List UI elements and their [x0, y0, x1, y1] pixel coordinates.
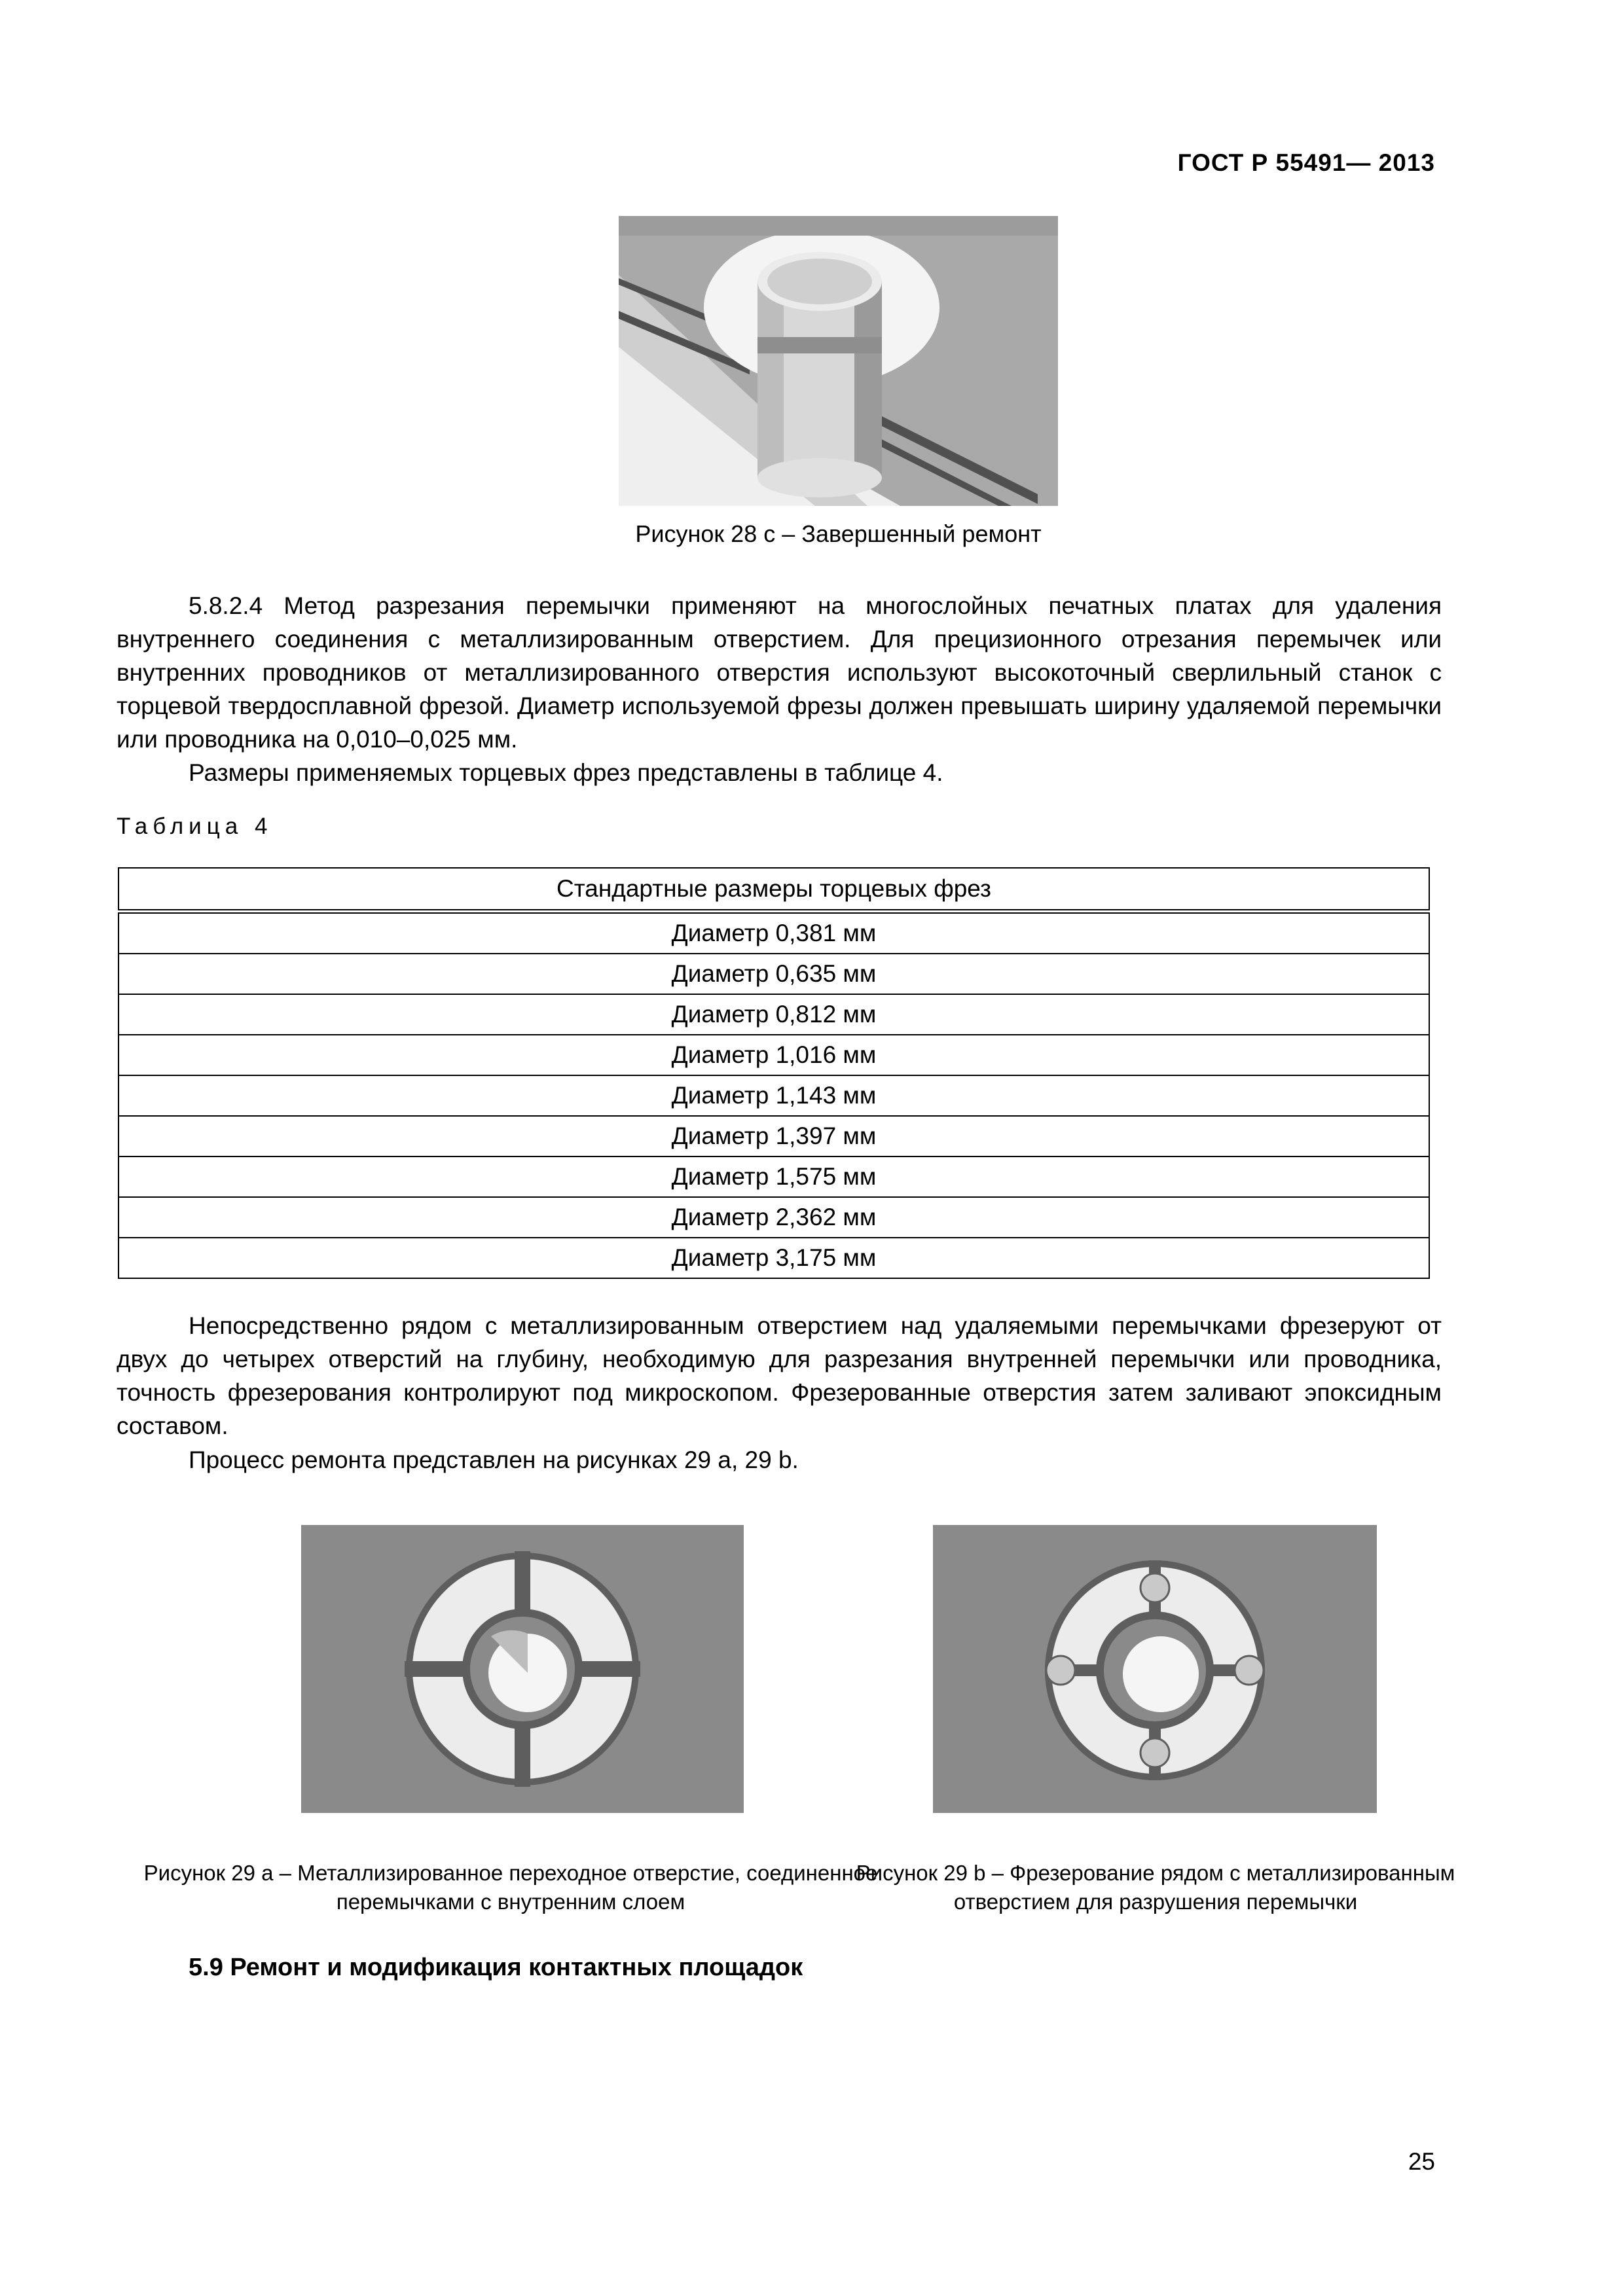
table-cell: Диаметр 1,016 мм: [119, 1035, 1429, 1075]
table-row: [119, 1197, 1429, 1238]
page-number: 25: [1408, 2148, 1435, 2175]
figure-29b-caption: Рисунок 29 b – Фрезерование рядом с металлизированным отверстием для разрушения перемычки: [856, 1861, 1455, 1914]
paragraph-5-8-2-4: 5.8.2.4 Метод разрезания перемычки применяют на многослойных печатных платах для удаления внутреннего соединения с металлизированным отверстием. Для прецизионного отрезания перемычек или внутренних проводников от металлизированного отверстия используют высокоточный сверлильный станок с торцевой твердосплавной фрезой. Диаметр используемой фрезы должен превышать ширину удаляемой перемычки или проводника на 0,010–0,025 мм.: [117, 592, 1442, 753]
table-cell: Диаметр 2,362 мм: [119, 1197, 1429, 1238]
table-row: [119, 1075, 1429, 1116]
figure-29a-caption: Рисунок 29 а – Металлизированное переходное отверстие, соединенное перемычками с внутренним слоем: [143, 1861, 878, 1914]
paragraph-milling: Непосредственно рядом с металлизированным отверстием над удаляемыми перемычками фрезеруют от двух до четырех отверстий на глубину, необходимую для разрезания внутренней перемычки или проводника, точность фрезерования контролируют под микроскопом. Фрезерованные отверстия затем заливают эпоксидным составом.: [117, 1312, 1442, 1439]
table-row: [119, 954, 1429, 994]
table-row: [119, 994, 1429, 1035]
table-4-label: Таблица 4: [117, 814, 273, 839]
paragraph-figures-reference: Процесс ремонта представлен на рисунках 29 а, 29 b.: [189, 1446, 799, 1473]
figure-29a-image: [301, 1525, 744, 1813]
table-row: [119, 1157, 1429, 1197]
section-heading-5-9: 5.9 Ремонт и модификация контактных площадок: [189, 1954, 803, 1981]
table-cell: Диаметр 1,397 мм: [119, 1116, 1429, 1157]
figure-28c-image: [619, 216, 1058, 506]
table-cell: Диаметр 0,635 мм: [119, 954, 1429, 994]
table-cell: Диаметр 1,575 мм: [119, 1157, 1429, 1197]
table-header-cell: Стандартные размеры торцевых фрез: [119, 868, 1429, 912]
table-row: [119, 912, 1429, 954]
document-header: ГОСТ Р 55491— 2013: [1177, 149, 1435, 176]
table-cell: Диаметр 0,381 мм: [119, 912, 1429, 954]
table-header-row: [119, 868, 1429, 912]
table-row: [119, 1116, 1429, 1157]
table-row: [119, 1238, 1429, 1278]
paragraph-table-reference: Размеры применяемых торцевых фрез представлены в таблице 4.: [189, 759, 943, 786]
table-cell: Диаметр 3,175 мм: [119, 1238, 1429, 1278]
table-cell: Диаметр 0,812 мм: [119, 994, 1429, 1035]
table-cell: Диаметр 1,143 мм: [119, 1075, 1429, 1116]
table-4: [118, 867, 1430, 1279]
figure-28c-caption: Рисунок 28 с – Завершенный ремонт: [635, 520, 1042, 547]
table-row: [119, 1035, 1429, 1075]
figure-29b-image: [933, 1525, 1377, 1813]
